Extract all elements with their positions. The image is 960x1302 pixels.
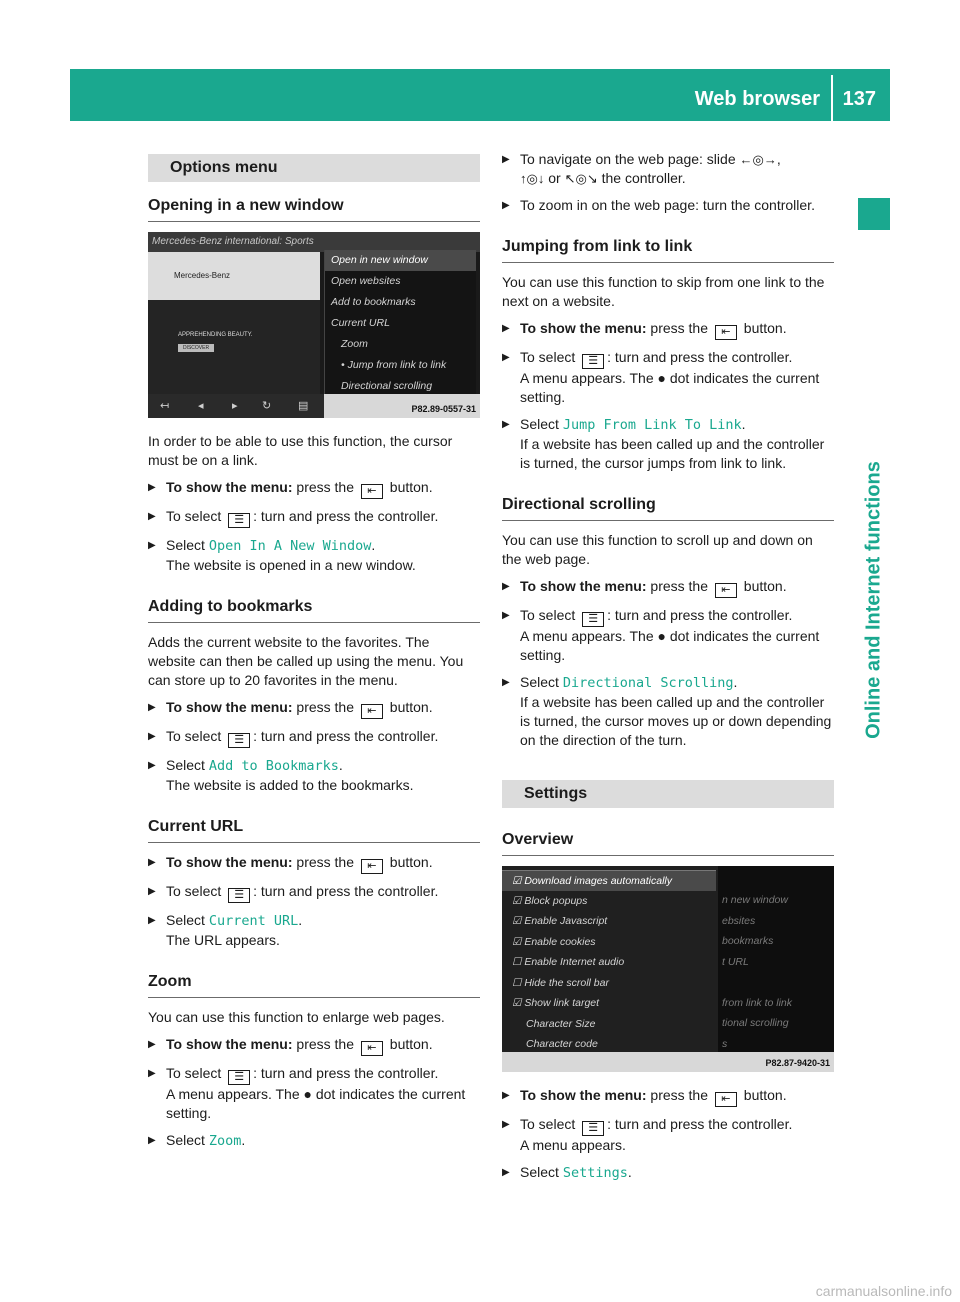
banner-text: APPREHENDING BEAUTY. xyxy=(178,332,253,338)
menu-icon[interactable]: ▤ xyxy=(298,400,309,412)
menu-item-zoom[interactable]: Zoom xyxy=(341,338,368,350)
logo-text: Mercedes-Benz xyxy=(174,271,231,280)
heading-overview: Overview xyxy=(502,822,834,856)
header-title: Web browser xyxy=(694,88,820,110)
step-result: The URL appears. xyxy=(166,932,280,948)
step-text: Select xyxy=(166,1132,209,1148)
bg-menu-item xyxy=(718,972,834,993)
back-arrow-icon[interactable]: ↤ xyxy=(160,400,170,412)
step-text: press the xyxy=(646,1087,712,1103)
back-button-icon: ⇤ xyxy=(361,1041,383,1056)
step-text: press the xyxy=(292,699,358,715)
menu-item-open-new-window[interactable]: Open in new window xyxy=(325,250,476,271)
menu-item-add-bookmarks[interactable]: Add to bookmarks xyxy=(331,296,416,308)
step-text-end: . xyxy=(371,537,376,553)
step-select xyxy=(148,727,480,748)
image-code-strip xyxy=(502,1052,834,1072)
step-text-end: button. xyxy=(385,1036,433,1052)
step-select xyxy=(148,882,480,903)
step-bold: To show the menu: xyxy=(520,578,647,594)
step-select-option xyxy=(148,756,480,795)
step-text: To select xyxy=(520,349,580,365)
zoom-intro: You can use this function to enlarge web pages. xyxy=(148,1009,445,1025)
step-select-option xyxy=(148,536,480,575)
heading-zoom: Zoom xyxy=(148,964,480,998)
step-text: press the xyxy=(646,320,712,336)
setting-enable-javascript[interactable] xyxy=(502,911,716,932)
slide-up-down-icon: ↑◎↓ xyxy=(520,171,545,186)
jump-intro: You can use this function to skip from one link to the next on a website. xyxy=(502,274,825,309)
setting-character-code[interactable]: Character code xyxy=(526,1038,598,1050)
header-bar xyxy=(70,69,890,121)
step-text-end: button. xyxy=(739,320,787,336)
bg-menu-item: from link to link xyxy=(722,996,793,1009)
checkbox-icon[interactable]: ☑ xyxy=(512,935,522,948)
menu-item-open-websites[interactable]: Open websites xyxy=(331,275,401,287)
prev-icon[interactable]: ◂ xyxy=(198,400,204,412)
step-text-end: : turn and press the controller. xyxy=(607,1116,793,1132)
side-tab-marker xyxy=(858,198,890,230)
page-number: 137 xyxy=(842,88,876,110)
step-select xyxy=(148,1064,480,1123)
step-extra-end: dot indicates the current setting. xyxy=(166,1086,466,1121)
menu-button-icon: ☰ xyxy=(582,612,604,627)
setting-enable-audio[interactable] xyxy=(502,952,716,973)
side-chapter-label: Online and Internet functions xyxy=(862,461,885,739)
browser-toolbar xyxy=(148,394,324,418)
image-code-strip xyxy=(324,394,480,418)
step-text-end: : turn and press the controller. xyxy=(253,883,439,899)
step-show-menu xyxy=(502,577,834,598)
step-extra: A menu appears. xyxy=(520,1137,626,1153)
back-button-icon: ⇤ xyxy=(715,325,737,340)
bg-menu-item: bookmarks xyxy=(722,935,774,947)
menu-button-icon: ☰ xyxy=(228,888,250,903)
bookmarks-intro: Adds the current website to the favorites. The website can then be called up using the menu. You can store up to 20 favorites in the menu. xyxy=(148,634,464,688)
options-menu-list xyxy=(324,250,476,394)
setting-label: Enable Javascript xyxy=(524,915,608,927)
setting-label: Enable Internet audio xyxy=(524,956,625,968)
background-menu xyxy=(718,866,834,1052)
checkbox-icon[interactable]: ☑ xyxy=(512,894,522,907)
step-text-end: button. xyxy=(385,854,433,870)
step-text-end: . xyxy=(298,912,303,928)
step-text: To select xyxy=(166,1065,226,1081)
back-button-icon: ⇤ xyxy=(361,484,383,499)
step-text-end: . xyxy=(733,674,738,690)
step-result: If a website has been called up and the controller is turned, the cursor moves up or down depending on the direction of the turn. xyxy=(520,694,832,748)
screenshot-options-menu xyxy=(148,232,480,418)
step-text-end: button. xyxy=(739,578,787,594)
step-text: To select xyxy=(520,1116,580,1132)
dot-icon: ● xyxy=(303,1086,312,1102)
step-text-end: : turn and press the controller. xyxy=(607,349,793,365)
banner-button[interactable]: DISCOVER xyxy=(178,344,214,352)
step-text: Select xyxy=(166,912,209,928)
page-header xyxy=(148,252,320,300)
step-text-end: : turn and press the controller. xyxy=(253,1065,439,1081)
step-result: The website is opened in a new window. xyxy=(166,557,416,573)
web-page-area xyxy=(148,252,320,394)
step-bold: To show the menu: xyxy=(520,1087,647,1103)
step-text: Select xyxy=(166,757,209,773)
back-button-icon: ⇤ xyxy=(361,704,383,719)
browser-title-strip xyxy=(148,232,480,252)
options-menu-band: Options menu xyxy=(148,154,480,182)
step-text-end: the controller. xyxy=(597,170,686,186)
step-text: Select xyxy=(520,416,563,432)
step-bold: To show the menu: xyxy=(166,699,293,715)
left-column xyxy=(148,150,480,1159)
step-text-end: . xyxy=(338,757,343,773)
menu-button-icon: ☰ xyxy=(228,1070,250,1085)
active-dot-icon: • xyxy=(341,359,345,371)
step-extra: A menu appears. The xyxy=(520,370,658,386)
step-text: Select xyxy=(520,1164,563,1180)
option-name: Add to Bookmarks xyxy=(208,758,339,774)
step-text-end: button. xyxy=(739,1087,787,1103)
dot-icon: ● xyxy=(657,628,666,644)
comma: , xyxy=(776,151,781,167)
step-select-option xyxy=(148,911,480,950)
settings-list xyxy=(502,870,716,1055)
step-text: press the xyxy=(646,578,712,594)
setting-character-size[interactable]: Character Size xyxy=(526,1017,596,1030)
checkbox-icon[interactable]: ☐ xyxy=(512,956,522,968)
step-select-option xyxy=(502,673,834,750)
heading-add-bookmarks: Adding to bookmarks xyxy=(148,589,480,623)
step-extra-end: dot indicates the current setting. xyxy=(520,628,820,663)
step-text: To select xyxy=(166,728,226,744)
checkbox-icon[interactable]: ☑ xyxy=(512,997,522,1009)
step-extra: A menu appears. The xyxy=(520,628,658,644)
setting-label: Block popups xyxy=(524,894,588,907)
menu-button-icon: ☰ xyxy=(582,354,604,369)
bg-menu-item: n new window xyxy=(722,894,788,906)
option-name: Jump From Link To Link xyxy=(562,417,742,433)
back-button-icon: ⇤ xyxy=(715,1092,737,1107)
checkbox-icon[interactable]: ☑ xyxy=(512,915,522,927)
step-select xyxy=(148,507,480,528)
setting-enable-cookies[interactable] xyxy=(502,932,716,953)
heading-directional-scrolling: Directional scrolling xyxy=(502,487,834,521)
setting-show-link-target[interactable] xyxy=(502,993,716,1014)
heading-current-url: Current URL xyxy=(148,809,480,843)
step-text: press the xyxy=(292,854,358,870)
step-text-end: . xyxy=(741,416,746,432)
step-result: The website is added to the bookmarks. xyxy=(166,777,414,793)
step-select xyxy=(502,606,834,665)
site-title: Mercedes-Benz international: Sports xyxy=(152,236,314,247)
step-text: To select xyxy=(520,607,580,623)
right-column xyxy=(502,150,834,1191)
slide-left-right-icon: ←◎→ xyxy=(739,152,777,167)
option-name: Open In A New Window xyxy=(208,538,372,554)
option-name: Settings xyxy=(562,1165,628,1181)
settings-band: Settings xyxy=(502,780,834,808)
bg-menu-item: ebsites xyxy=(722,914,756,927)
menu-button-icon: ☰ xyxy=(228,733,250,748)
slide-diagonal-icon: ↖◎↘ xyxy=(564,171,598,186)
step-text: To navigate on the web page: slide xyxy=(520,151,740,167)
setting-block-popups[interactable] xyxy=(502,891,716,912)
step-text-end: . xyxy=(627,1164,632,1180)
step-text: press the xyxy=(292,1036,358,1052)
heading-jump-link: Jumping from link to link xyxy=(502,229,834,263)
setting-label: Download images automatically xyxy=(524,875,672,887)
step-show-menu xyxy=(502,319,834,340)
step-show-menu xyxy=(502,1086,834,1107)
back-button-icon: ⇤ xyxy=(715,583,737,598)
bg-menu-item: s xyxy=(722,1037,728,1050)
step-text-end: . xyxy=(241,1132,246,1148)
menu-item-jump-link[interactable] xyxy=(325,355,476,376)
setting-download-images[interactable] xyxy=(502,870,716,891)
reload-icon[interactable]: ↻ xyxy=(262,400,272,412)
step-bold: To show the menu: xyxy=(166,479,293,495)
step-select-option xyxy=(502,415,834,473)
or-text: or xyxy=(544,170,565,186)
step-text-end: button. xyxy=(385,699,433,715)
setting-label: Enable cookies xyxy=(524,935,596,948)
step-extra-end: dot indicates the current setting. xyxy=(520,370,820,405)
option-name: Directional Scrolling xyxy=(562,675,734,691)
step-show-menu xyxy=(148,853,480,874)
step-text-end: : turn and press the controller. xyxy=(607,607,793,623)
step-extra: A menu appears. The xyxy=(166,1086,304,1102)
step-show-menu xyxy=(148,1035,480,1056)
step-navigate xyxy=(502,150,834,188)
step-text-end: : turn and press the controller. xyxy=(253,728,439,744)
step-text: Select xyxy=(166,537,209,553)
step-show-menu xyxy=(148,698,480,719)
setting-hide-scroll-bar[interactable] xyxy=(502,973,716,994)
screenshot-settings-menu xyxy=(502,866,834,1072)
step-bold: To show the menu: xyxy=(166,1036,293,1052)
heading-open-new-window: Opening in a new window xyxy=(148,188,480,222)
step-bold: To show the menu: xyxy=(520,320,647,336)
option-name: Zoom xyxy=(208,1133,242,1149)
watermark: carmanualsonline.info xyxy=(815,1283,952,1299)
step-text: press the xyxy=(292,479,358,495)
menu-item-directional-scrolling[interactable]: Directional scrolling xyxy=(341,380,433,392)
directional-intro: You can use this function to scroll up and down on the web page. xyxy=(502,532,813,567)
step-text-end: button. xyxy=(385,479,433,495)
bg-menu-item: t URL xyxy=(722,955,749,968)
step-zoom-in: ▶ To zoom in on the web page: turn the controller. xyxy=(502,196,834,215)
step-select xyxy=(502,348,834,407)
image-code: P82.89-0557-31 xyxy=(411,404,476,414)
step-bold: To show the menu: xyxy=(166,854,293,870)
step-result: If a website has been called up and the controller is turned, the cursor jumps from link to link. xyxy=(520,436,825,471)
menu-item-current-url[interactable]: Current URL xyxy=(331,317,390,329)
dot-icon: ● xyxy=(657,370,666,386)
image-code: P82.87-9420-31 xyxy=(765,1058,830,1068)
step-show-menu xyxy=(148,478,480,499)
step-text: To select xyxy=(166,883,226,899)
step-text: To select xyxy=(166,508,226,524)
step-text-end: : turn and press the controller. xyxy=(253,508,439,524)
step-select-option xyxy=(502,1163,834,1183)
setting-label: Hide the scroll bar xyxy=(524,976,609,989)
step-select xyxy=(502,1115,834,1155)
step-text: Select xyxy=(520,674,563,690)
menu-button-icon: ☰ xyxy=(582,1121,604,1136)
header-divider xyxy=(831,75,833,121)
option-name: Current URL xyxy=(208,913,299,929)
step-select-option xyxy=(148,1131,480,1151)
back-button-icon: ⇤ xyxy=(361,859,383,874)
menu-item-jump-link-label: Jump from link to link xyxy=(347,359,447,371)
checkbox-icon[interactable]: ☑ xyxy=(512,875,522,887)
menu-button-icon: ☰ xyxy=(228,513,250,528)
setting-label: Show link target xyxy=(524,997,600,1009)
next-icon[interactable]: ▸ xyxy=(232,400,238,412)
bg-menu-item: tional scrolling xyxy=(722,1017,789,1029)
checkbox-icon[interactable]: ☐ xyxy=(512,976,522,989)
open-new-intro: In order to be able to use this function, the cursor must be on a link. xyxy=(148,433,453,468)
